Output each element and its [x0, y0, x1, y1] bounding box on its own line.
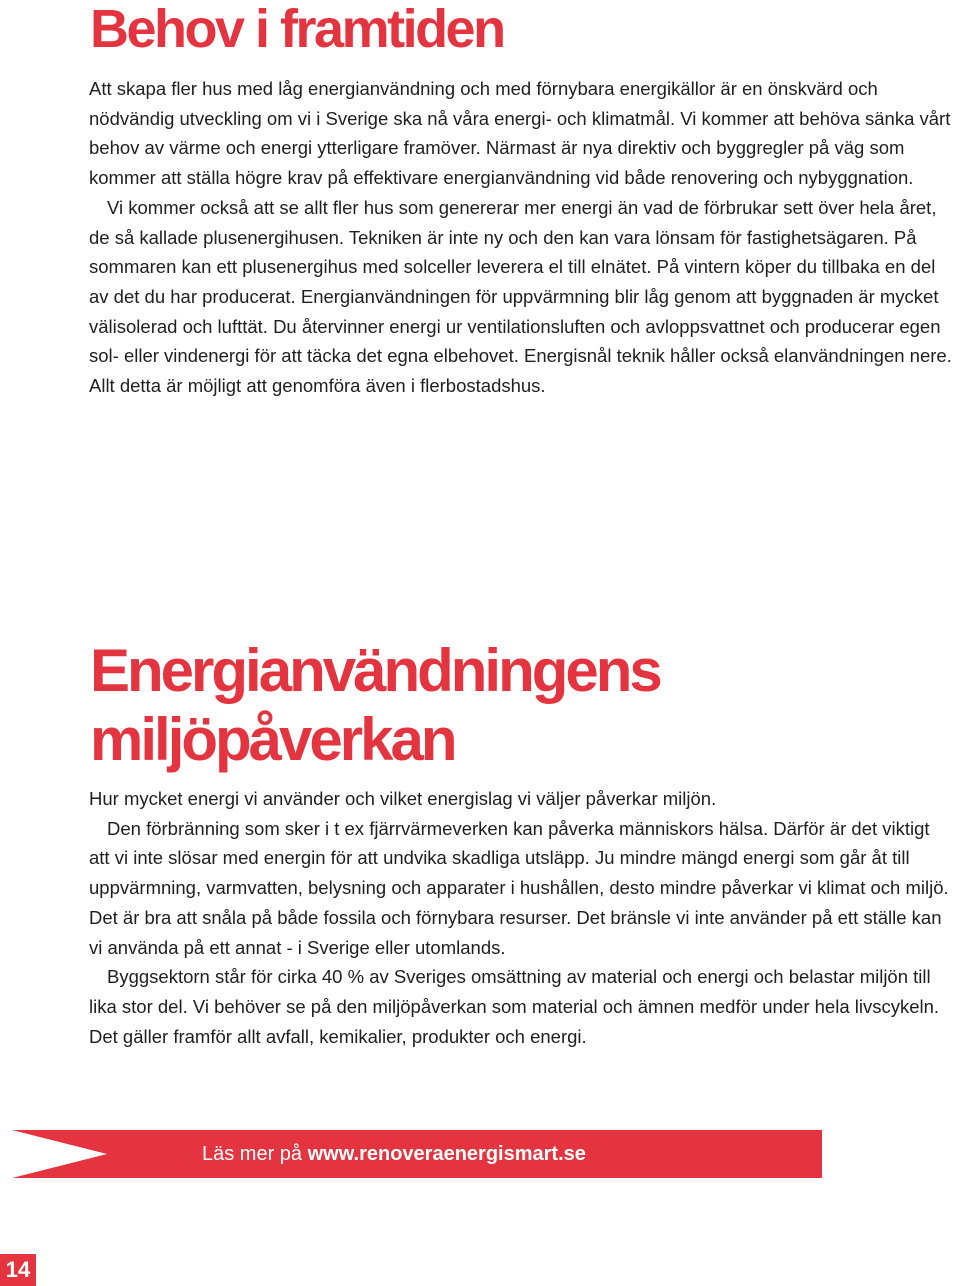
read-more-banner — [12, 1130, 822, 1178]
paragraph: Den förbränning som sker i t ex fjärrvärmeverken kan påverka människors hälsa. Därför är det viktigt att vi inte slösar med energin för att undvika skadliga utsläpp. Ju mindre mängd energi som går åt till uppvärmning, varmvatten, belysning och apparater i hushållen, desto mindre påverkar vi klimat och miljö. Det är bra att snåla på både fossila och förnybara resurser. Det bränsle vi inte använder på ett ställe kan vi använda på ett annat - i Sverige eller utomlands. — [89, 817, 949, 958]
section-body-behov — [89, 74, 955, 401]
paragraph: Vi kommer också att se allt fler hus som genererar mer energi än vad de förbrukar sett över hela året, de så kallade plusenergihusen. Tekniken är inte ny och den kan vara lönsam för fastighetsägaren. På sommaren kan ett plusenergihus med solceller leverera el till elnätet. På vintern köper du tillbaka en del av det du har producerat. Energianvändningen för uppvärmning blir låg genom att byggnaden är mycket välisolerad och lufttät. Du återvinner energi ur ventilationsluften och avloppsvattnet och producerar egen sol- eller vindenergi för att täcka det egna elbehovet. Energisnål teknik håller också elanvändningen nere. Allt detta är möjligt att genomföra även i flerbostadshus. — [89, 196, 952, 397]
banner-text — [202, 1130, 586, 1178]
section-body-miljopaverkan — [89, 784, 955, 1051]
banner-prefix: Läs mer på — [202, 1143, 308, 1165]
paragraph: Hur mycket energi vi använder och vilket energislag vi väljer påverkar miljön. — [89, 788, 717, 809]
section-title-behov: Behov i framtiden — [90, 0, 504, 59]
title-line: miljöpåverkan — [90, 706, 455, 773]
section-title-miljopaverkan — [90, 636, 660, 774]
paragraph: Att skapa fler hus med låg energianvändning och med förnybara energikällor är en önskvärd och nödvändig utveckling om vi i Sverige ska nå våra energi- och klimatmål. Vi kommer att behöva sänka vårt behov av värme och energi ytterligare framöver. Närmast är nya direktiv och byggregler på väg som kommer att ställa högre krav på effektivare energianvändning vid både renovering och nybyggnation. — [89, 78, 951, 189]
title-line: Energianvändningens — [90, 637, 660, 704]
website-link[interactable]: www.renoveraenergismart.se — [307, 1143, 586, 1165]
page-number: 14 — [0, 1254, 36, 1286]
paragraph: Byggsektorn står för cirka 40 % av Sveriges omsättning av material och energi och belastar miljön till lika stor del. Vi behöver se på den miljöpåverkan som material och ämnen medför under hela livscykeln. Det gäller framför allt avfall, kemikalier, produkter och energi. — [89, 966, 940, 1047]
